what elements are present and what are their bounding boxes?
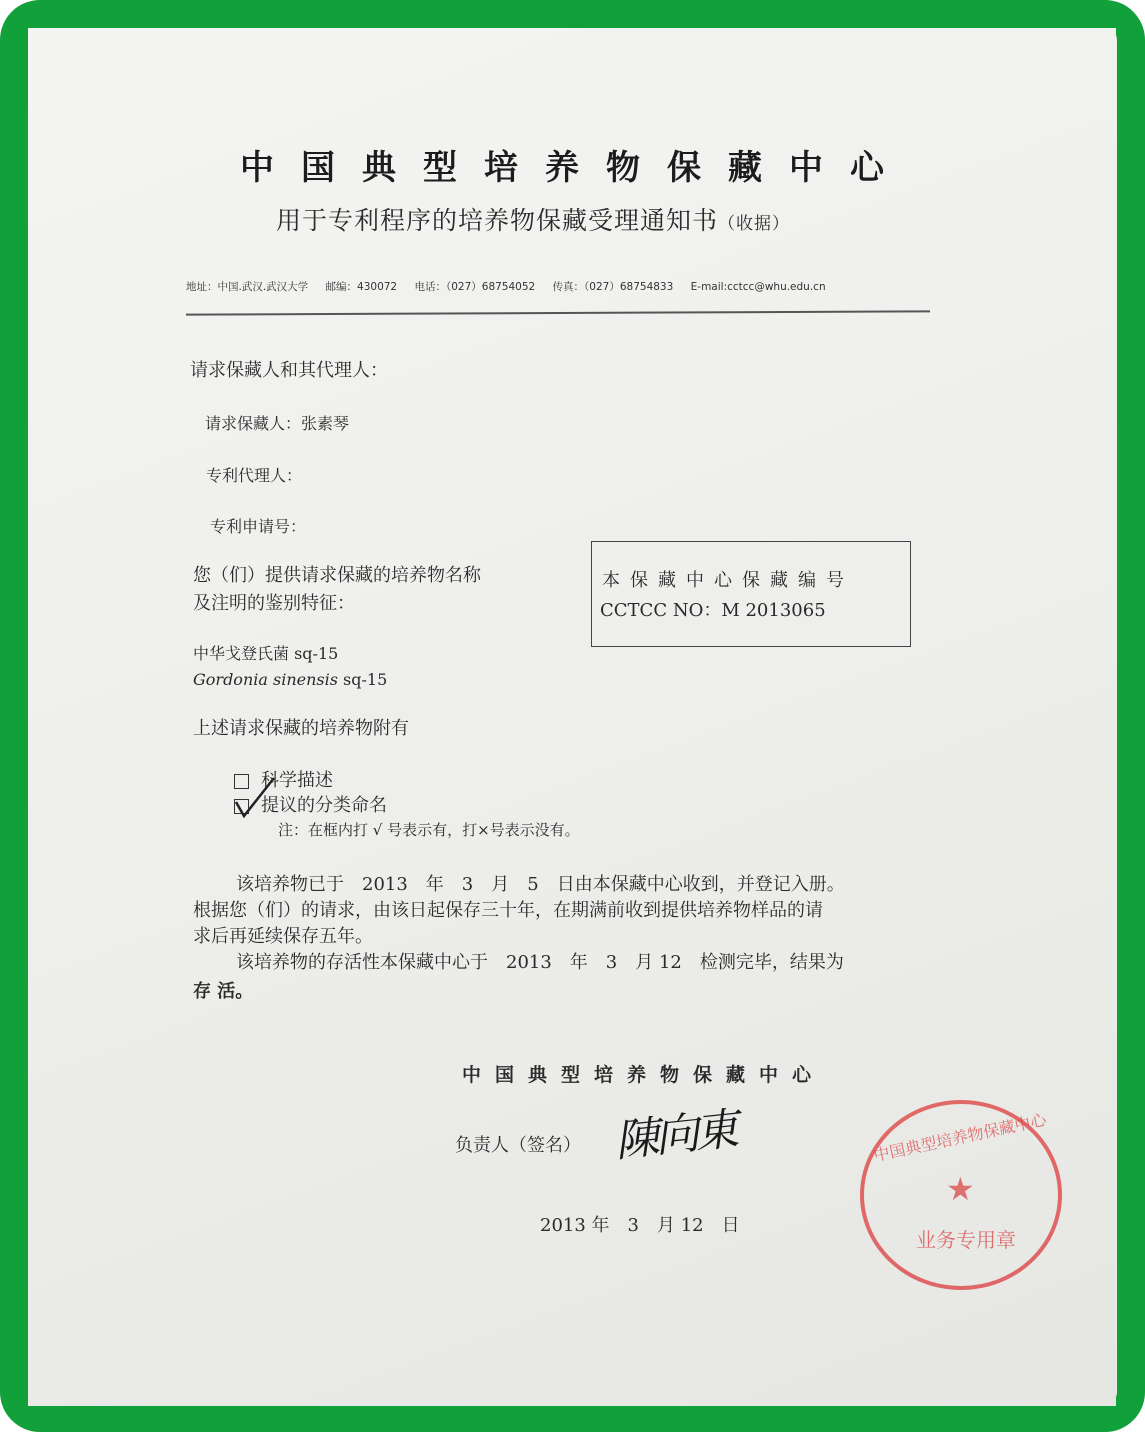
seal-subtext: 业务专用章 (916, 1228, 1016, 1252)
attachment-label: 科学描述 (261, 770, 333, 791)
fax: 传真：（027）68754833 (552, 281, 674, 293)
phone: 电话：（027）68754052 (414, 281, 536, 293)
signature-date: 2013 年 3 月 12 日 (540, 1215, 740, 1236)
latin-name: Gordonia sinensis (193, 670, 338, 689)
postcode: 邮编：430072 (325, 281, 398, 293)
depositor: 请求保藏人：张素琴 (205, 414, 350, 433)
attachment-label: 提议的分类命名 (261, 795, 387, 816)
document-title: 中国典型培养物保藏中心 (240, 148, 911, 188)
seal-text: 中国典型培养物保藏中心 (871, 1109, 1049, 1166)
strain-id: sq-15 (337, 670, 388, 689)
accession-number: CCTCC NO：M 2013065 (600, 600, 826, 621)
subtitle-note: （收据） (718, 214, 791, 234)
culture-label-2: 及注明的鉴别特征： (193, 593, 355, 614)
body-p1-line1: 该培养物已于 2013 年 3 月 5 日由本保藏中心收到，并登记入册。 (236, 874, 845, 895)
official-seal (860, 1100, 1062, 1290)
body-p1-line2: 根据您（们）的请求，由该日起保存三十年，在期满前收到提供培养物样品的请 (193, 900, 823, 921)
body-p1-line3: 求后再延续保存五年。 (193, 926, 373, 947)
address: 地址：中国.武汉.武汉大学 (186, 281, 309, 293)
attachment-note: 注：在框内打 √ 号表示有，打×号表示没有。 (278, 821, 580, 839)
applicant-heading: 请求保藏人和其代理人： (190, 360, 388, 381)
accession-label: 本保藏中心保藏编号 (602, 570, 854, 591)
handwritten-signature: 陳向東 (612, 1103, 738, 1168)
culture-name-cn: 中华戈登氏菌 sq-15 (193, 644, 339, 663)
signing-org: 中国典型培养物保藏中心 (462, 1064, 826, 1086)
accession-box (591, 541, 911, 647)
checkmark-icon (232, 776, 280, 820)
patent-agent: 专利代理人： (206, 466, 303, 485)
document-subtitle (276, 206, 790, 236)
culture-label-1: 您（们）提供请求保藏的培养物名称 (193, 565, 481, 586)
attachments-heading: 上述请求保藏的培养物附有 (193, 718, 409, 739)
body-p2-line2: 存 活。 (193, 981, 254, 1002)
application-number: 专利申请号： (210, 517, 307, 536)
email: E-mail:cctcc@whu.edu.cn (690, 281, 826, 293)
body-p2-line1: 该培养物的存活性本保藏中心于 2013 年 3 月 12 检测完毕，结果为 (236, 952, 844, 973)
seal-star-icon: ★ (946, 1170, 975, 1208)
contact-line (186, 281, 840, 294)
signer-label: 负责人（签名） (455, 1135, 581, 1156)
subtitle-text: 用于专利程序的培养物保藏受理通知书 (276, 206, 719, 235)
culture-name-latin (193, 670, 387, 689)
